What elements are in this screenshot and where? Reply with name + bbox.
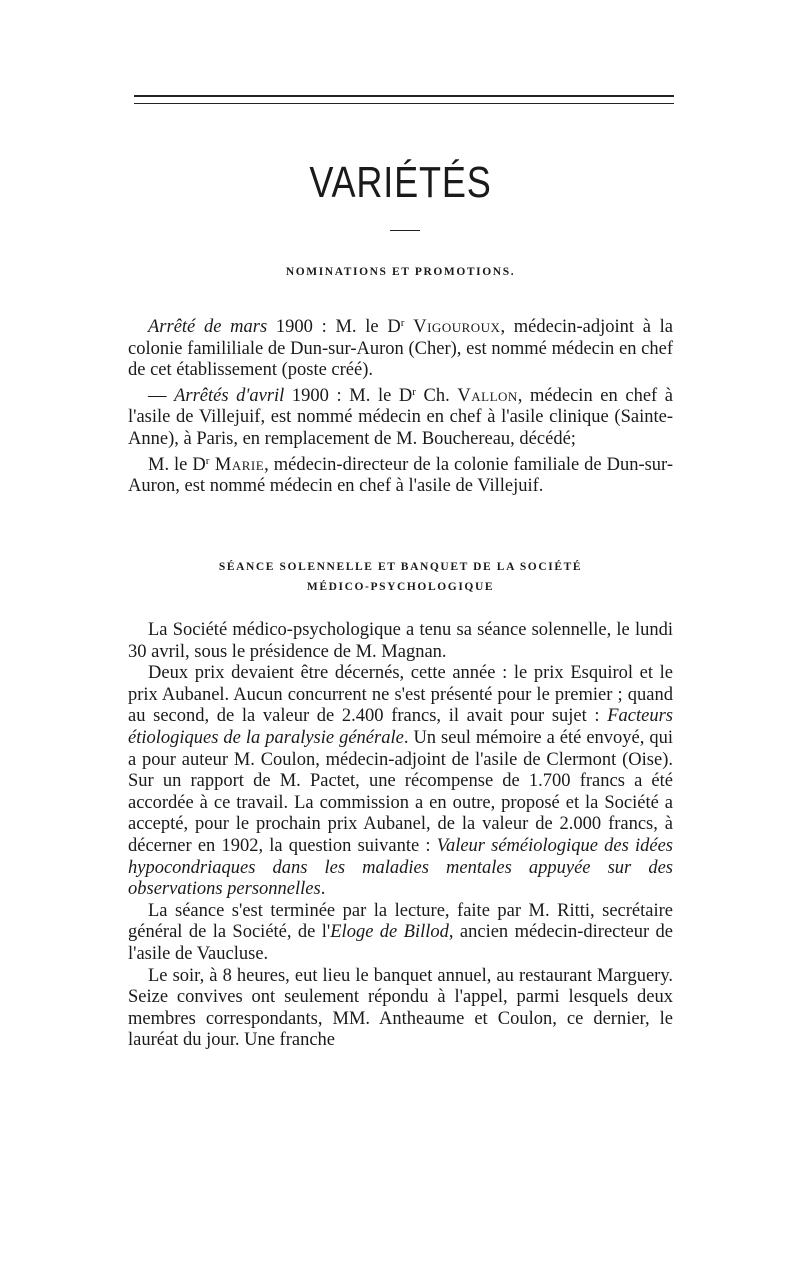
paragraph: Le soir, à 8 heures, eut lieu le banquet annuel, au restaurant Marguery. Seize convives ont seulement répondu à l'appel, parmi lesquels deux membres correspondants, MM. Antheaume et Coulon, ce dernier, le lauréat du jour. Une franche (128, 965, 673, 1051)
section-heading-nominations: NOMINATIONS ET PROMOTIONS. (285, 266, 516, 278)
paragraph: La Société médico-psychologique a tenu sa séance solennelle, le lundi 30 avril, sous le présidence de M. Magnan. (128, 620, 673, 662)
superscript: r (400, 317, 405, 329)
text-run: — (148, 385, 175, 406)
person-name: Vallon (457, 385, 518, 406)
text-run: , médecin en chef à l'asile de Villejuif, est nommé médecin en chef à l'asile clinique (Sainte-Anne), à Paris, en remplacement de M. Bouchereau, décédé; (128, 385, 674, 449)
text-run: , médecin-directeur de la colonie familiale de Dun-sur-Auron, est nommé médecin en chef à l'asile de Villejuif. (128, 454, 674, 497)
paragraph (128, 382, 673, 451)
text-run: 1900 : M. le D (267, 317, 401, 337)
superscript: r (412, 385, 416, 398)
text-run: , médecin-adjoint à la colonie famililiale de Dun-sur-Auron (Cher), est nommé médecin en chef de cet établissement (poste créé). (128, 317, 673, 381)
text-run: . (320, 879, 326, 900)
section-heading-seance: SÉANCE SOLENNELLE ET BANQUET DE LA SOCIÉTÉ (218, 561, 583, 573)
text-run: M. le D (148, 454, 206, 475)
paragraph (128, 901, 673, 966)
superscript: r (205, 454, 210, 467)
text-run: 1900 : M. le D (284, 385, 413, 406)
text-run: . Un seul mémoire a été envoyé, qui a pour auteur M. Coulon, médecin-adjoint de l'asile de Clermont (Oise). Sur un rapport de M. Pactet, une récompense de 1.700 francs a été accordée à ce travail. La commission a en outre, proposé et la Société a accepté, pour le prochain prix Aubanel, de la valeur de 2.000 francs, à décerner en 1902, la question suivante : (128, 727, 674, 856)
italic-text: Eloge de Billod (330, 922, 449, 943)
italic-text: Arrêté de mars (148, 317, 268, 337)
text-run: La séance s'est terminée par la lecture, faite par M. Ritti, secrétaire général de la Société, de l' (128, 900, 673, 943)
text-run: , ancien médecin-directeur de l'asile de Vaucluse. (128, 922, 673, 964)
person-name: Vigouroux (404, 317, 501, 337)
paragraph (128, 663, 673, 901)
person-name: Marie (209, 454, 265, 475)
title-divider (390, 230, 420, 231)
seance-text (128, 620, 673, 1052)
italic-text: Arrêtés d'avril (174, 385, 285, 406)
italic-text: Facteurs étiologiques de la paralysie générale (128, 706, 673, 748)
paragraph (128, 313, 673, 382)
italic-text: Valeur séméiologique des idées hypocondriaques dans les maladies mentales appuyée sur des observations personnelles (128, 835, 673, 900)
nominations-text (128, 313, 673, 498)
header-double-rule (134, 95, 674, 104)
section-heading-seance-line2: MÉDICO-PSYCHOLOGIQUE (306, 581, 495, 593)
page-title: VARIÉTÉS (309, 158, 492, 207)
paragraph (128, 451, 673, 498)
text-run: Ch. (415, 385, 458, 406)
text-run: Deux prix devaient être décernés, cette année : le prix Esquirol et le prix Aubanel. Aucun concurrent ne s'est présenté pour le premier ; quand au second, de la valeur de 2.400 francs, il avait pour sujet : (128, 663, 673, 727)
